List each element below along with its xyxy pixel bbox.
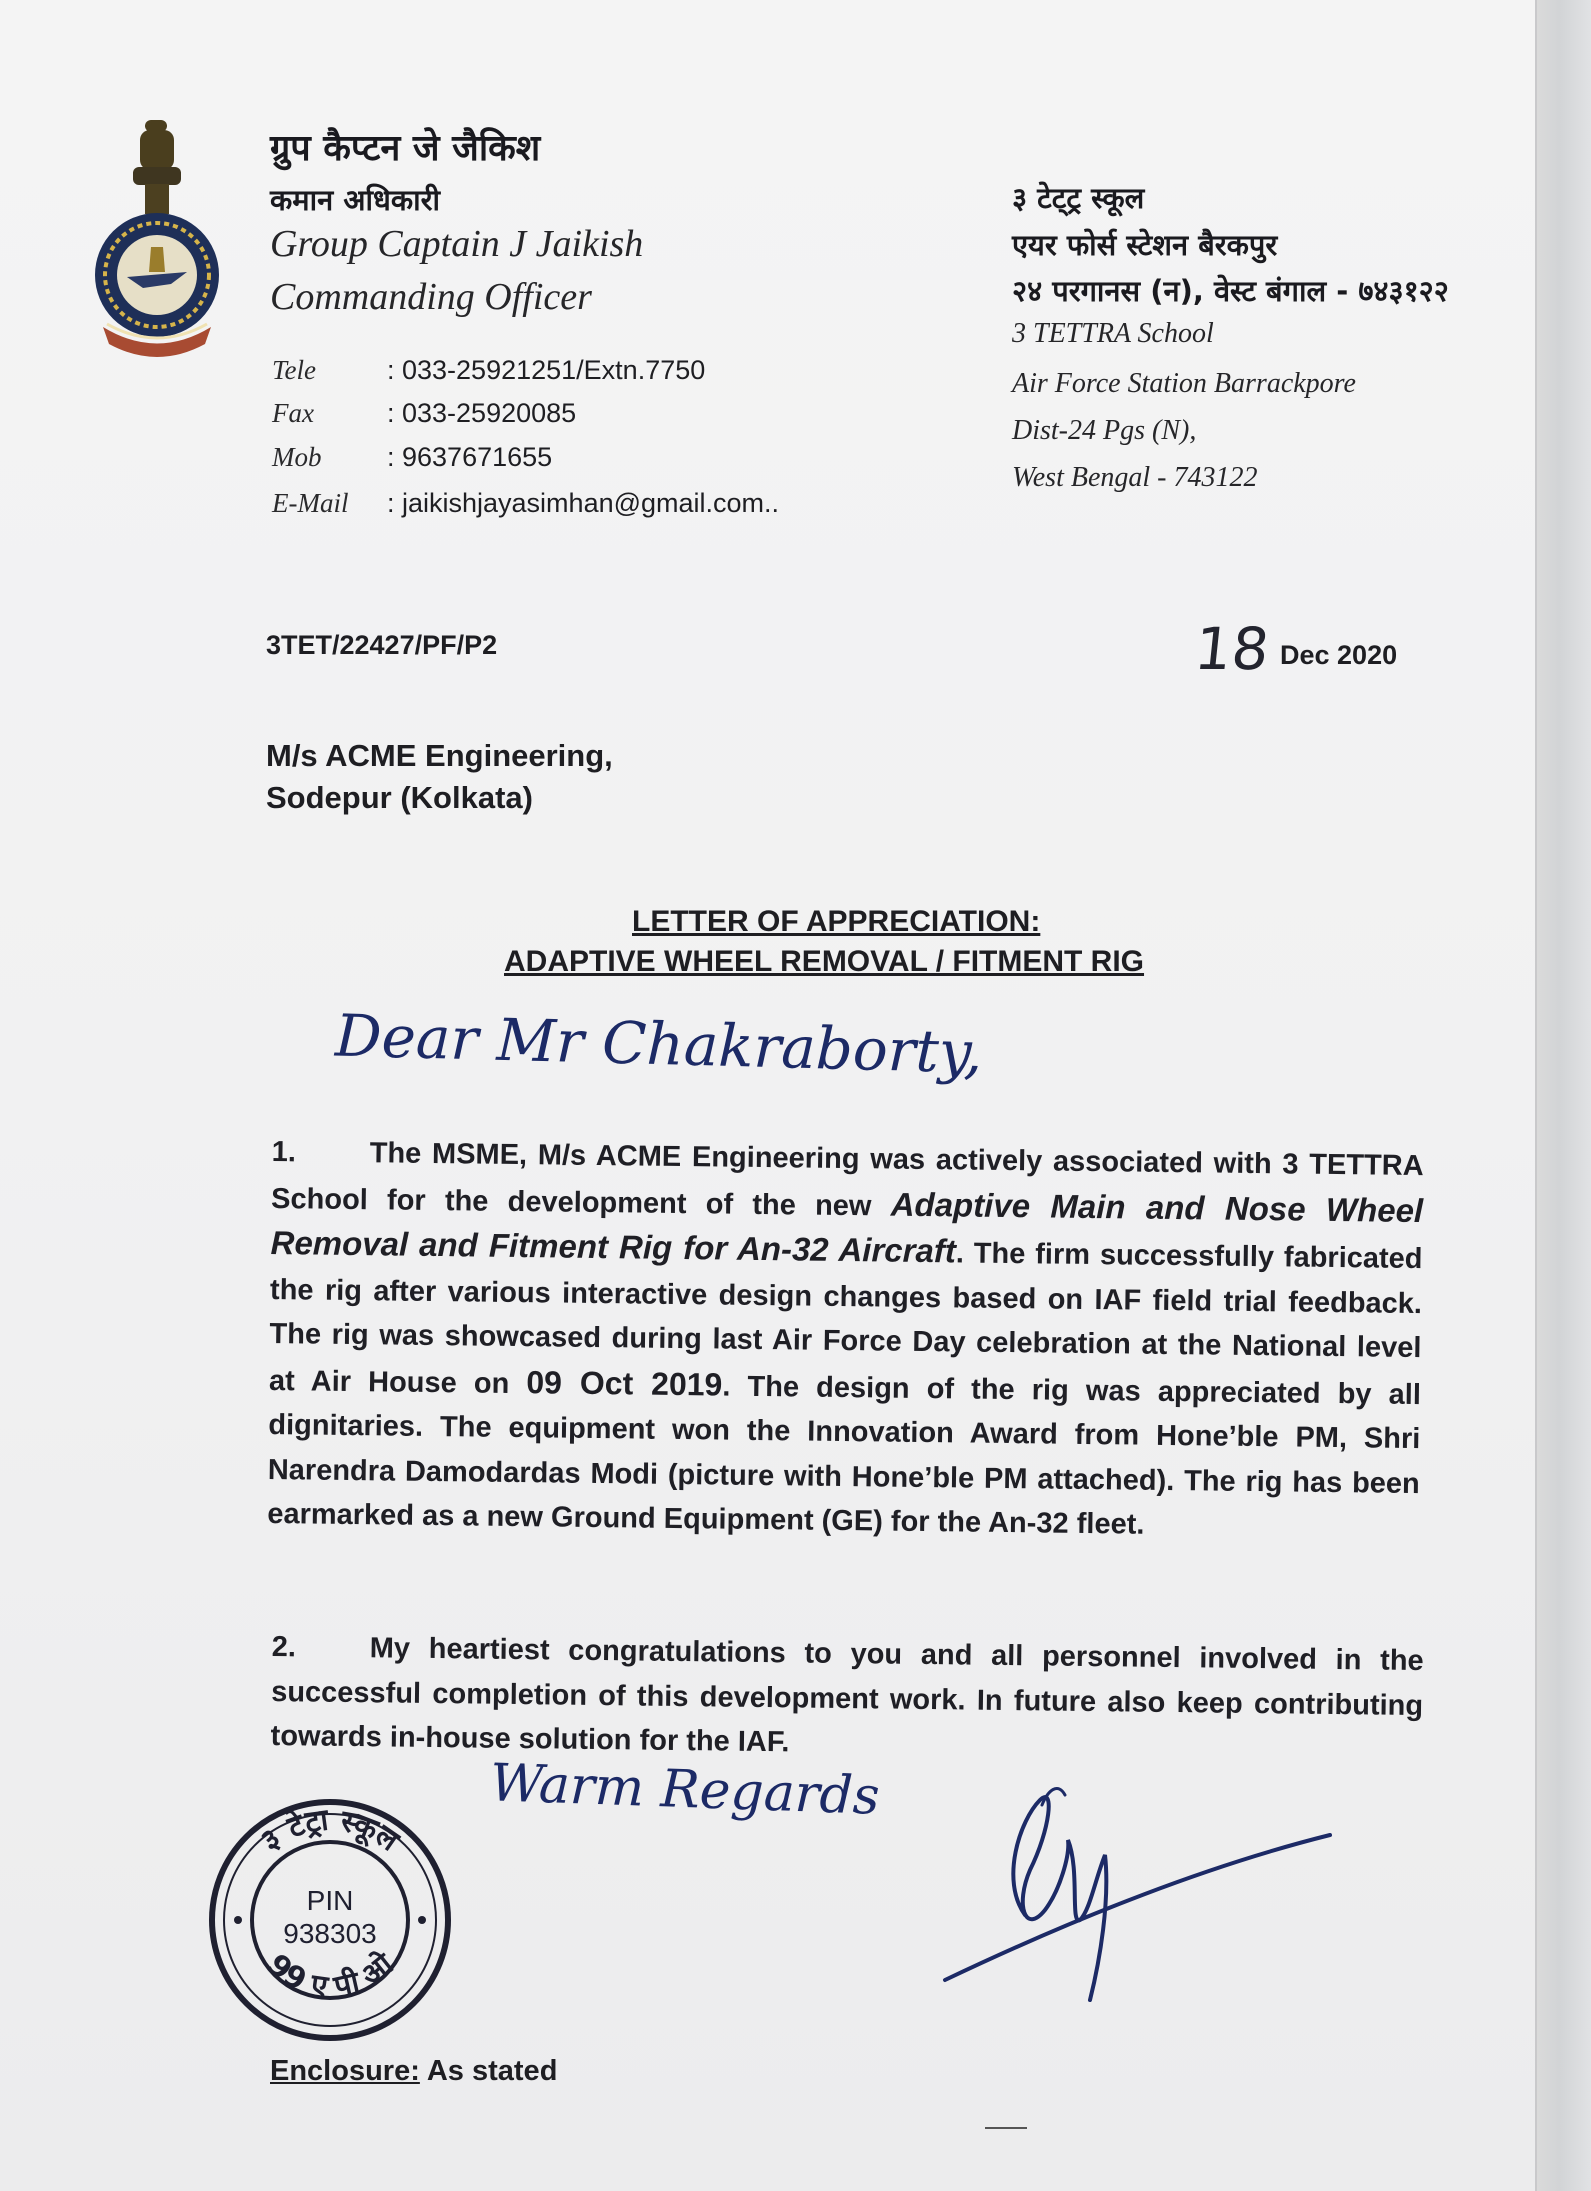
contact-value: : 033-25921251/Extn.7750 [387, 355, 706, 385]
contact-label: E-Mail [272, 488, 349, 518]
address-hindi-line: एयर फोर्स स्टेशन बैरकपुर [1012, 228, 1278, 262]
stamp-bottom-text: 99 ए पी ओ [260, 1946, 401, 2005]
paragraph-emphasis: Adaptive Main and Nose Wheel Removal and Fitment Rig for An-32 Aircraft [270, 1185, 1424, 1270]
contact-label: Fax [272, 398, 314, 428]
enclosure-label: Enclosure: [270, 2055, 420, 2087]
paragraph-text: . The design of the rig was appreciated by all dignitaries. The equipment won the Innovation Award from Hone’ble PM, Shri Narendra Damodardas Modi (picture with Hone’ble PM attached). The rig has been earmarked as a new Ground Equipment (GE) for the An-32 fleet. [267, 1370, 1422, 1541]
address-hindi-line: ३ टेट्ट्र स्कूल [1012, 181, 1145, 215]
contact-value: : 9637671655 [387, 442, 553, 472]
paragraph-number: 1. [271, 1135, 297, 1169]
date-month-year: Dec 2020 [1280, 640, 1398, 670]
footer-mark [985, 2127, 1027, 2129]
recipient-location: Sodepur (Kolkata) [266, 780, 533, 815]
reference-number: 3TET/22427/PF/P2 [266, 630, 498, 660]
subject-line: LETTER OF APPRECIATION: [632, 905, 1041, 938]
officer-title-hindi: कमान अधिकारी [270, 183, 440, 217]
svg-text:३ टेट्रा स्कूल [254, 1802, 406, 1859]
contact-fax [272, 398, 576, 429]
contact-email [272, 488, 779, 519]
officer-title: Commanding Officer [270, 276, 592, 318]
closing-regards: Warm Regards [489, 1753, 881, 1827]
paragraph-text: My heartiest congratulations to you and all personnel involved in the successful completion of this development work. In future also keep contributing towards in-house solution for the IAF. [270, 1632, 1424, 1759]
address-line: 3 TETTRA School [1012, 318, 1214, 349]
address-line: West Bengal - 743122 [1012, 462, 1258, 493]
contact-label: Mob [272, 442, 322, 472]
recipient-name: M/s ACME Engineering, [266, 738, 613, 773]
paragraph-text: The MSME, M/s ACME Engineering was actively associated with 3 TETTRA School for the development of the new [270, 1137, 1424, 1223]
enclosure [270, 2055, 557, 2088]
contact-value: : 033-25920085 [387, 398, 577, 428]
paragraph-date: 09 Oct 2019 [526, 1363, 723, 1403]
officer-name-hindi: ग्रुप कैप्टन जे जैकिश [270, 128, 541, 169]
contact-mobile [272, 442, 552, 473]
contact-value: : jaikishjayasimhan@gmail.com.. [387, 488, 780, 518]
paragraph-1 [267, 1130, 1424, 1551]
enclosure-value: As stated [426, 2055, 558, 2087]
official-stamp [200, 1790, 460, 2050]
paragraph-2 [270, 1625, 1424, 1773]
stamp-top-text: ३ टेट्रा स्कूल [254, 1802, 406, 1859]
background-edge [1535, 0, 1591, 2191]
signature [930, 1760, 1350, 2010]
subject-line: ADAPTIVE WHEEL REMOVAL / FITMENT RIG [504, 945, 1145, 978]
stamp-pin-number: 938303 [283, 1918, 377, 1949]
air-force-crest-icon [85, 112, 235, 362]
date-day: 18 [1191, 615, 1273, 683]
stamp-pin-label: PIN [306, 1885, 354, 1916]
address-hindi-line: २४ परगानस (न), वेस्ट बंगाल - ७४३१२२ [1012, 274, 1449, 308]
contact-tele [272, 355, 705, 386]
officer-name: Group Captain J Jaikish [270, 223, 644, 265]
paragraph-number: 2. [271, 1630, 297, 1664]
contact-label: Tele [272, 355, 317, 385]
address-line: Air Force Station Barrackpore [1012, 368, 1356, 399]
paragraph-text: . The firm successfully fabricated the rig after various interactive design changes based on IAF field trial feedback. The rig was showcased during last Air Force Day celebration at the National level at Air House on [268, 1237, 1423, 1400]
address-line: Dist-24 Pgs (N), [1012, 415, 1197, 446]
salutation: Dear Mr Chakraborty, [334, 1001, 984, 1087]
svg-text:99 ए पी ओ [260, 1945, 401, 2005]
